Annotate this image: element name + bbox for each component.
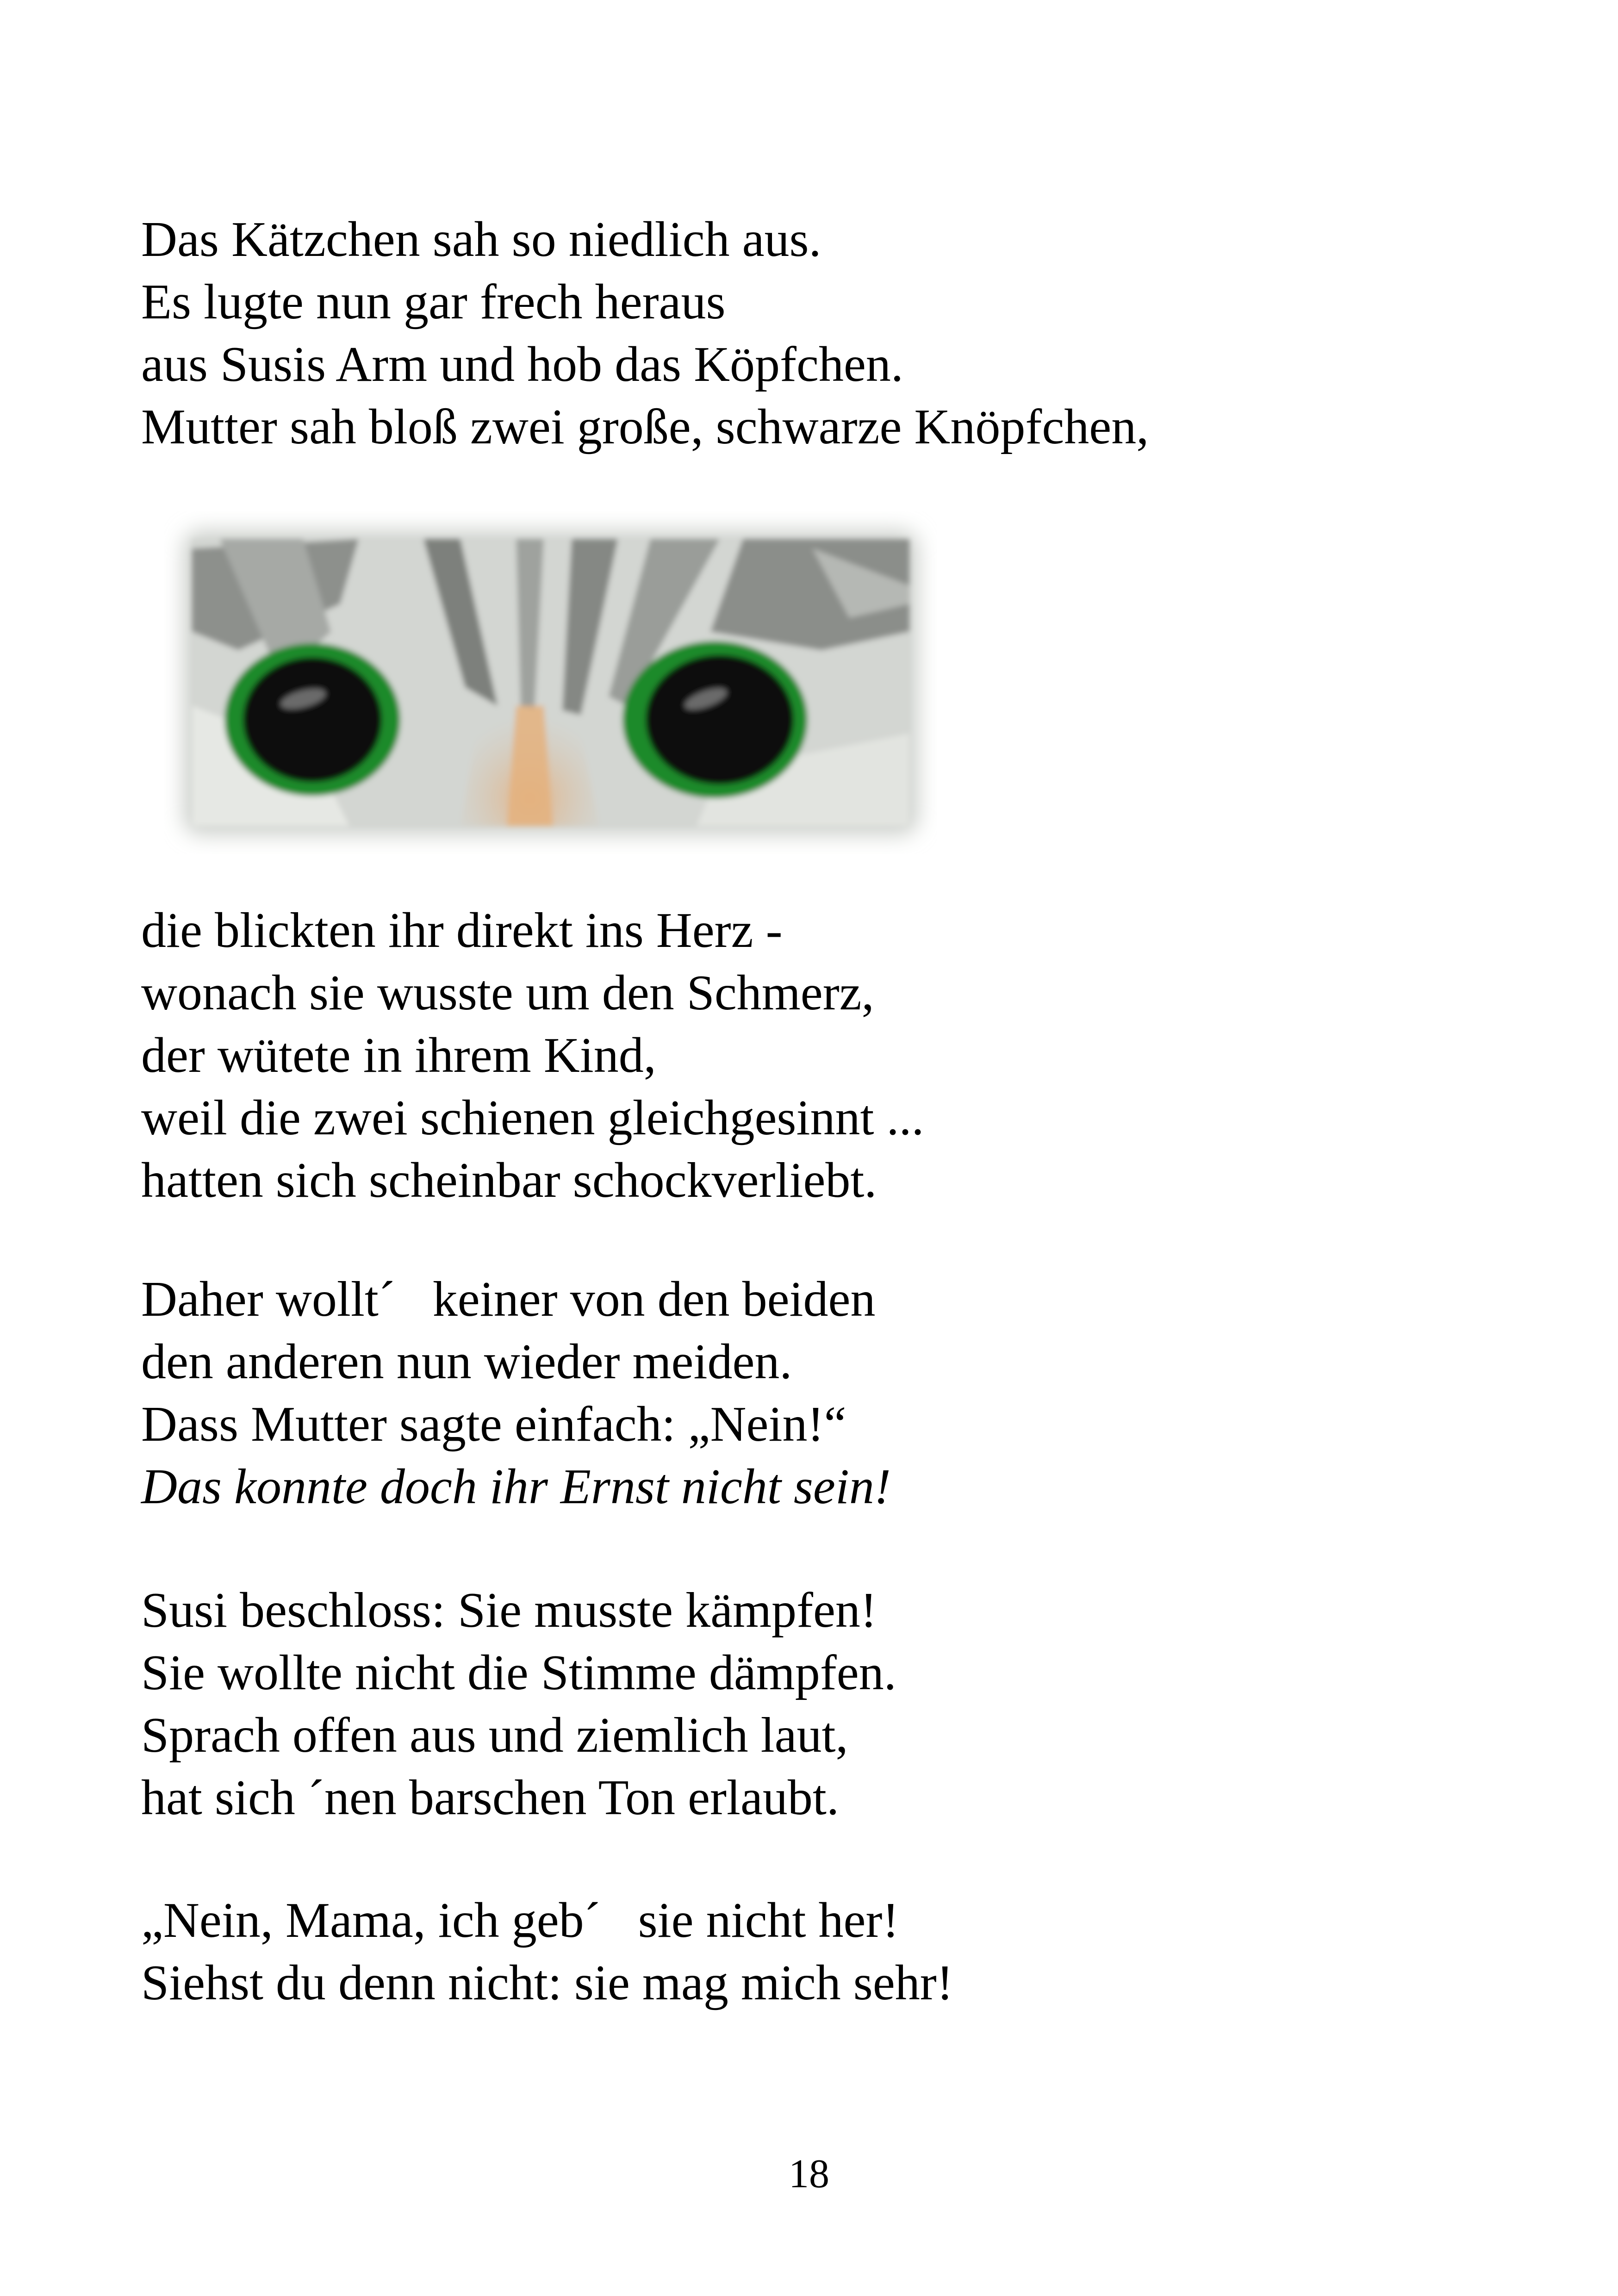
stanza-3 [141, 1268, 891, 1518]
verse-line: „Nein, Mama, ich geb´ sie nicht her! [141, 1893, 899, 1948]
verse-line: Das Kätzchen sah so niedlich aus. [141, 212, 821, 267]
verse-line: aus Susis Arm und hob das Köpfchen. [141, 337, 903, 392]
verse-line: Daher wollt´ keiner von den beiden [141, 1272, 876, 1327]
verse-line: die blickten ihr direkt ins Herz - [141, 903, 783, 958]
verse-line: der wütete in ihrem Kind, [141, 1028, 656, 1083]
verse-line-italic: Das konnte doch ihr Ernst nicht sein! [141, 1459, 891, 1514]
verse-line: Sprach offen aus und ziemlich laut, [141, 1708, 848, 1763]
stanza-5 [141, 1889, 953, 2014]
verse-line: wonach sie wusste um den Schmerz, [141, 965, 874, 1020]
verse-line: Siehst du denn nicht: sie mag mich sehr! [141, 1955, 953, 2010]
verse-line: Mutter sah bloß zwei große, schwarze Knöpfchen, [141, 399, 1149, 454]
page-number: 18 [789, 2152, 829, 2196]
verse-line: den anderen nun wieder meiden. [141, 1334, 792, 1389]
verse-line: Dass Mutter sagte einfach: „Nein!“ [141, 1397, 846, 1452]
verse-line: Es lugte nun gar frech heraus [141, 274, 726, 330]
stanza-2 [141, 899, 924, 1212]
verse-line: hat sich ´nen barschen Ton erlaubt. [141, 1770, 839, 1825]
stanza-4 [141, 1579, 896, 1829]
verse-line: weil die zwei schienen gleichgesinnt ... [141, 1090, 924, 1145]
verse-line: hatten sich scheinbar schockverliebt. [141, 1153, 877, 1208]
verse-line: Susi beschloss: Sie musste kämpfen! [141, 1583, 877, 1638]
kitten-eyes-illustration [164, 511, 937, 854]
verse-line: Sie wollte nicht die Stimme dämpfen. [141, 1645, 896, 1700]
stanza-1 [141, 208, 1149, 458]
